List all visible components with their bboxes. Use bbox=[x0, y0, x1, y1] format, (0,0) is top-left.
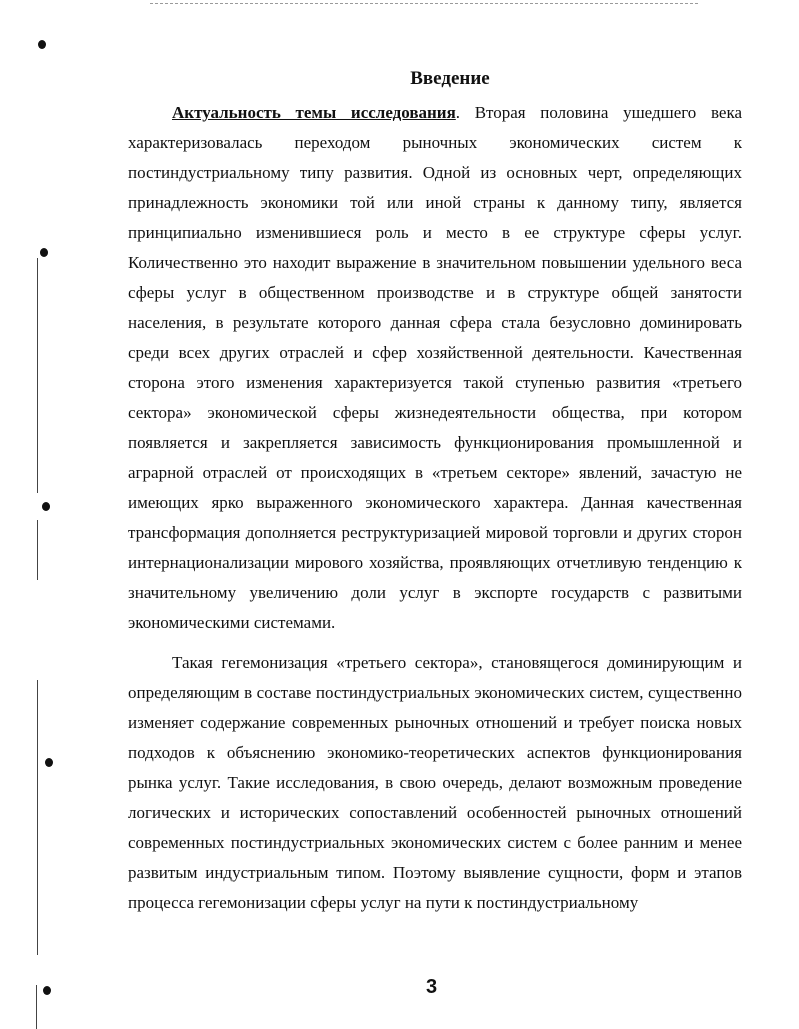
binder-hole-mark bbox=[40, 248, 48, 257]
document-page bbox=[128, 66, 742, 918]
page-title: Введение bbox=[410, 68, 490, 89]
binder-hole-mark bbox=[45, 758, 53, 767]
scan-top-edge bbox=[150, 3, 698, 4]
margin-line bbox=[37, 258, 38, 493]
binder-hole-mark bbox=[38, 40, 46, 49]
lead-phrase: Актуальность темы исследования bbox=[172, 103, 456, 122]
margin-line bbox=[37, 520, 38, 580]
paragraph-1-text: . Вторая половина ушедшего века характеризовалась переходом рыночных экономических систем к постиндустриальному типу развития. Одной из основных черт, определяющих принадлежность экономики той или иной страны к данному типу, является принципиально изменившиеся роль и место в ее структуре сферы услуг. Количественно это находит выражение в значительном повышении удельного веса сферы услуг в общественном производстве и в структуре общей занятости населения, в результате которого данная сфера стала безусловно доминировать среди всех других отраслей и сфер хозяйственной деятельности. Качественная сторона этого изменения характеризуется такой ступенью развития «третьего сектора» экономической сферы жизнедеятельности общества, при котором появляется и закрепляется зависимость функционирования промышленной и аграрной отраслей от происходящих в «третьем секторе» явлений, зачастую не имеющих ярко выраженного экономического характера. Данная качественная трансформация дополняется реструктуризацией мировой торговли и других сторон интернационализации мирового хозяйства, проявляющих отчетливую тенденцию к значительному увеличению доли услуг в экспорте государств с развитыми экономическими системами. bbox=[128, 103, 742, 632]
paragraph-2 bbox=[128, 648, 742, 918]
binder-hole-mark bbox=[42, 502, 50, 511]
paragraph-2-text: Такая гегемонизация «третьего сектора», становящегося доминирующим и определяющим в составе постиндустриальных экономических систем, существенно изменяет содержание современных рыночных отношений и требует поиска новых подходов к объяснению экономико-теоретических аспектов функционирования рынка услуг. Такие исследования, в свою очередь, делают возможным проведение логических и исторических сопоставлений особенностей рыночных отношений современных постиндустриальных экономических систем с более ранним и менее развитым индустриальным типом. Поэтому выявление сущности, форм и этапов процесса гегемонизации сферы услуг на пути к постиндустриальному bbox=[128, 653, 742, 912]
binder-hole-mark bbox=[43, 986, 51, 995]
page-number: 3 bbox=[426, 976, 438, 998]
paragraph-1 bbox=[128, 98, 742, 638]
margin-line bbox=[37, 680, 38, 955]
margin-line bbox=[36, 985, 37, 1029]
